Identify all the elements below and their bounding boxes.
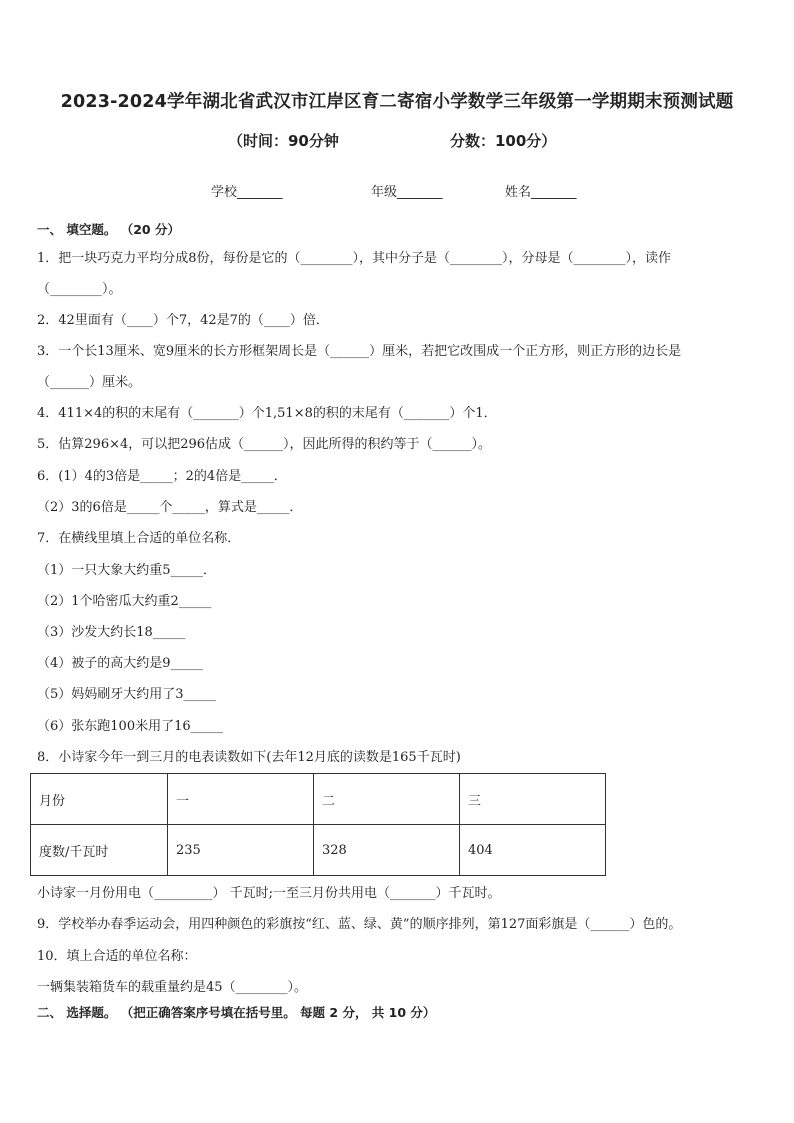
question-line: 6．(1）4的3倍是_____；2的4倍是_____． xyxy=(37,469,287,484)
exam-title: 2023-2024学年湖北省武汉市江岸区育二寄宿小学数学三年级第一学期期末预测试题 xyxy=(60,92,734,112)
question-line: （3）沙发大约长18_____ xyxy=(37,625,186,640)
table-cell: 二 xyxy=(314,774,460,825)
question-line: （______）厘米。 xyxy=(37,375,142,390)
exam-score: 分数：100分） xyxy=(450,132,557,150)
meter-reading-table xyxy=(30,773,606,876)
table-cell: 235 xyxy=(168,825,314,876)
question-line: 2．42里面有（____）个7，42是7的（____）倍． xyxy=(37,313,329,328)
table-row xyxy=(31,825,606,876)
question-line: 4．411×4的积的末尾有（_______）个1,51×8的积的末尾有（_______）个1． xyxy=(37,406,497,421)
question-line: 10．填上合适的单位名称： xyxy=(37,949,197,964)
question-line: 8．小诗家今年一到三月的电表读数如下(去年12月底的读数是165千瓦时) xyxy=(37,750,461,765)
grade-field: 年级_______ xyxy=(371,185,443,200)
question-line: （________）。 xyxy=(37,282,122,297)
question-line: 5．估算296×4，可以把296估成（______），因此所得的积约等于（______）。 xyxy=(37,437,492,452)
question-line: 一辆集装箱货车的载重量约是45（________）。 xyxy=(37,980,308,995)
question-line: 9．学校举办春季运动会，用四种颜色的彩旗按“红、蓝、绿、黄”的顺序排列，第127面彩旗是（______）色的。 xyxy=(37,917,682,932)
name-field: 姓名_______ xyxy=(505,185,577,200)
question-line: （1）一只大象大约重5_____． xyxy=(37,563,217,578)
school-field: 学校_______ xyxy=(211,185,283,200)
table-row xyxy=(31,774,606,825)
question-line: （5）妈妈刷牙大约用了3_____ xyxy=(37,687,217,702)
table-cell: 328 xyxy=(314,825,460,876)
section-heading-multiple-choice: 二、 选择题。 （把正确答案序号填在括号里。 每题 2 分， 共 10 分） xyxy=(37,1005,436,1020)
question-line: （4）被子的高大约是9_____ xyxy=(37,656,204,671)
question-line: （6）张东跑100米用了16_____ xyxy=(37,719,224,734)
question-line: 1．把一块巧克力平均分成8份，每份是它的（________），其中分子是（________），分母是（________），读作 xyxy=(37,251,672,266)
section-heading-fill-blank: 一、 填空题。 （20 分） xyxy=(37,222,180,237)
question-line: 小诗家一月份用电（_________） 千瓦时;一至三月份共用电（_______）千瓦时。 xyxy=(37,886,501,901)
table-cell: 一 xyxy=(168,774,314,825)
question-line: 3．一个长13厘米、宽9厘米的长方形框架周长是（______）厘米，若把它改围成一个正方形，则正方形的边长是 xyxy=(37,344,682,359)
table-cell: 月份 xyxy=(31,774,168,825)
question-line: （2）1个哈密瓜大约重2_____ xyxy=(37,594,212,609)
table-cell: 三 xyxy=(460,774,606,825)
question-line: （2）3的6倍是_____个_____，算式是_____． xyxy=(37,500,303,515)
exam-time: （时间：90分钟 xyxy=(228,132,339,150)
question-line: 7．在横线里填上合适的单位名称． xyxy=(37,531,241,546)
table-cell: 404 xyxy=(460,825,606,876)
table-cell: 度数/千瓦时 xyxy=(31,825,168,876)
